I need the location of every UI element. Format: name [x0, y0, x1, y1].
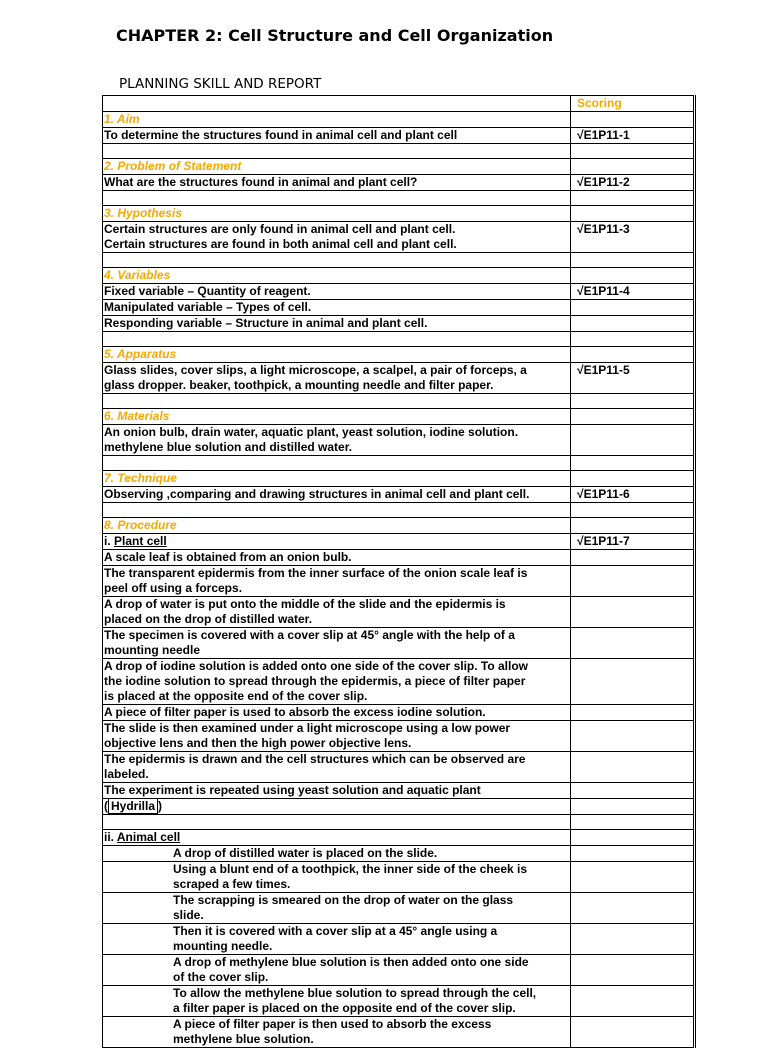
procedure-step-line: A scale leaf is obtained from an onion bulb.: [104, 550, 352, 564]
procedure-step-line: A drop of water is put onto the middle of the slide and the epidermis is: [104, 597, 506, 611]
procedure-step: [103, 628, 571, 659]
procedure-step: [103, 783, 571, 799]
animal-cell-steps: [103, 846, 695, 1048]
hydrilla-line: ( Hydrilla ): [103, 799, 571, 815]
procedure-step-line: The scrapping is smeared on the drop of water on the glass: [173, 893, 514, 907]
procedure-step: [103, 597, 571, 628]
chapter-title: CHAPTER 2: Cell Structure and Cell Organization: [116, 26, 554, 45]
score-aim: √E1P11-1: [571, 128, 695, 144]
procedure-step: [103, 752, 571, 783]
section-heading-variables: 4. Variables: [103, 268, 571, 284]
section-heading-procedure: 8. Procedure: [103, 518, 571, 534]
procedure-step-line: A piece of filter paper is used to absorb the excess iodine solution.: [104, 705, 486, 719]
animal-cell-label: Animal cell: [116, 830, 181, 844]
materials-line: methylene blue solution and distilled water.: [104, 440, 353, 454]
hypothesis-line: Certain structures are found in both animal cell and plant cell.: [104, 237, 457, 251]
report-table: [102, 95, 696, 1048]
variable-responding: Responding variable – Structure in animal and plant cell.: [103, 316, 571, 332]
procedure-step-line: A piece of filter paper is then used to absorb the excess: [173, 1017, 492, 1031]
procedure-step-line: objective lens and then the high power objective lens.: [104, 736, 412, 750]
procedure-step: [103, 893, 571, 924]
procedure-step-line: The transparent epidermis from the inner surface of the onion scale leaf is: [104, 566, 528, 580]
procedure-step-line: mounting needle.: [173, 939, 273, 953]
procedure-step: [103, 955, 571, 986]
section-heading-hypothesis: 3. Hypothesis: [103, 206, 571, 222]
procedure-step-line: The experiment is repeated using yeast solution and aquatic plant: [104, 783, 481, 797]
procedure-step-line: The epidermis is drawn and the cell structures which can be observed are: [104, 752, 526, 766]
procedure-step-line: is placed at the opposite end of the cover slip.: [104, 689, 368, 703]
procedure-step-line: scraped a few times.: [173, 877, 291, 891]
procedure-step-line: The slide is then examined under a light microscope using a low power: [104, 721, 511, 735]
procedure-step: [103, 659, 571, 705]
procedure-step-line: peel off using a forceps.: [104, 581, 243, 595]
hypothesis-text: [103, 222, 571, 253]
section-heading-aim: 1. Aim: [103, 112, 571, 128]
procedure-step-line: slide.: [173, 908, 204, 922]
procedure-step-line: A drop of methylene blue solution is then added onto one side: [173, 955, 529, 969]
section-heading-problem: 2. Problem of Statement: [103, 159, 571, 175]
procedure-step-line: a filter paper is placed on the opposite end of the cover slip.: [173, 1001, 516, 1015]
animal-cell-heading: [103, 830, 571, 846]
procedure-step: [103, 986, 571, 1017]
procedure-step: [103, 721, 571, 752]
procedure-step: [103, 550, 571, 566]
apparatus-text: [103, 363, 571, 394]
hydrilla-label: Hydrilla: [108, 799, 158, 815]
variable-manipulated: Manipulated variable – Types of cell.: [103, 300, 571, 316]
procedure-step: [103, 705, 571, 721]
score-technique: √E1P11-6: [571, 487, 695, 503]
variable-fixed: Fixed variable – Quantity of reagent.: [103, 284, 571, 300]
problem-text: What are the structures found in animal and plant cell?: [103, 175, 571, 191]
procedure-step: [103, 924, 571, 955]
report-subtitle: PLANNING SKILL AND REPORT: [119, 76, 322, 92]
aim-text: To determine the structures found in animal cell and plant cell: [103, 128, 571, 144]
section-heading-materials: 6. Materials: [103, 409, 571, 425]
procedure-step: [103, 1017, 571, 1048]
score-apparatus: √E1P11-5: [571, 363, 695, 394]
section-heading-technique: 7. Technique: [103, 471, 571, 487]
apparatus-line: Glass slides, cover slips, a light microscope, a scalpel, a pair of forceps, a: [104, 363, 527, 377]
animal-cell-prefix: ii.: [104, 830, 117, 844]
score-problem: √E1P11-2: [571, 175, 695, 191]
materials-text: [103, 425, 571, 456]
score-procedure: √E1P11-7: [571, 534, 695, 550]
procedure-step: [103, 862, 571, 893]
plant-cell-heading: [103, 534, 571, 550]
plant-cell-prefix: i.: [104, 534, 115, 548]
plant-cell-label: Plant cell: [114, 534, 167, 548]
scoring-header: Scoring: [571, 96, 695, 112]
apparatus-line: glass dropper. beaker, toothpick, a mounting needle and filter paper.: [104, 378, 494, 392]
procedure-step-line: Using a blunt end of a toothpick, the inner side of the cheek is: [173, 862, 528, 876]
procedure-step-line: Then it is covered with a cover slip at a 45° angle using a: [173, 924, 498, 938]
materials-line: An onion bulb, drain water, aquatic plant, yeast solution, iodine solution.: [104, 425, 519, 439]
plant-cell-steps: [103, 550, 695, 799]
procedure-step-line: A drop of distilled water is placed on the slide.: [173, 846, 438, 860]
procedure-step-line: placed on the drop of distilled water.: [104, 612, 313, 626]
procedure-step: [103, 566, 571, 597]
procedure-step-line: labeled.: [104, 767, 149, 781]
procedure-step-line: A drop of iodine solution is added onto one side of the cover slip. To allow: [104, 659, 529, 673]
procedure-step-line: methylene blue solution.: [173, 1032, 314, 1046]
procedure-step-line: The specimen is covered with a cover slip at 45° angle with the help of a: [104, 628, 515, 642]
section-heading-apparatus: 5. Apparatus: [103, 347, 571, 363]
procedure-step-line: the iodine solution to spread through the epidermis, a piece of filter paper: [104, 674, 526, 688]
procedure-step: [103, 846, 571, 862]
hypothesis-line: Certain structures are only found in animal cell and plant cell.: [104, 222, 456, 236]
procedure-step-line: mounting needle: [104, 643, 200, 657]
technique-text: Observing ,comparing and drawing structures in animal cell and plant cell.: [103, 487, 571, 503]
score-variables: √E1P11-4: [571, 284, 695, 300]
procedure-step-line: of the cover slip.: [173, 970, 269, 984]
procedure-step-line: To allow the methylene blue solution to spread through the cell,: [173, 986, 537, 1000]
score-hypothesis: √E1P11-3: [571, 222, 695, 253]
